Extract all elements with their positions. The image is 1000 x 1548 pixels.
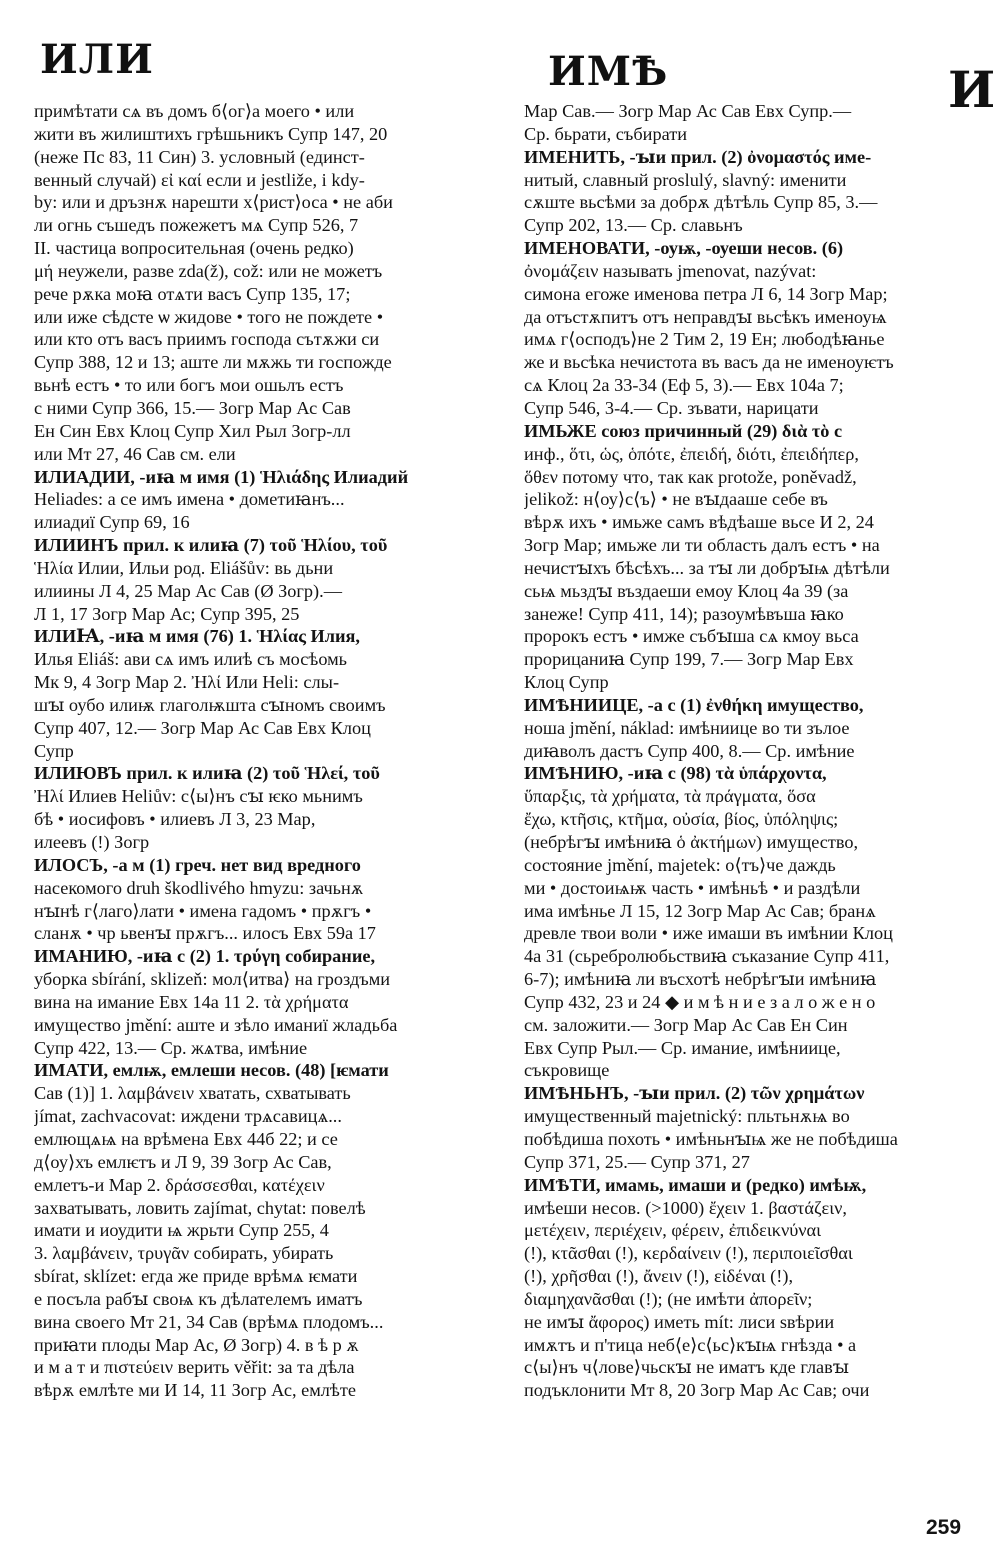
dictionary-line: jímat, zachvacovat: иждени трѧсавицѧ...	[34, 1106, 342, 1127]
dictionary-line: сьѩ мьздꙑ въздаеши емоу Клоц 4а 39 (за	[524, 580, 849, 601]
dictionary-line: имѧ г⟨осподъ⟩не 2 Тим 2, 19 Ен; любодѣꙗнье	[524, 329, 885, 350]
dictionary-line: вина на имание Евх 14а 11 2. τὰ χρήματα	[34, 991, 349, 1012]
dictionary-line: вина своего Мт 21, 34 Сав (врѣмѧ плодомъ...	[34, 1311, 384, 1332]
dictionary-line: sbírat, sklízet: егда же приде врѣмѧ ѥмати	[34, 1266, 358, 1287]
running-head-center: ИМѢ	[548, 48, 669, 95]
dictionary-line: ИМАНИЮ, -иꙗ с (2) 1. τρύγη собирание,	[34, 946, 376, 967]
dictionary-line: или кто отъ васъ приимъ господа сътѫжи си	[34, 329, 380, 350]
dictionary-line: ИМЕНИТЬ, -ꙑи прил. (2) ὀνομαστός име-	[524, 146, 872, 167]
dictionary-line: II. частица вопросительная (очень редко)	[34, 238, 354, 259]
dictionary-line: μετέχειν, περιέχειν, φέρειν, ἐπιδεικνύναι	[524, 1220, 822, 1241]
dictionary-line: с ними Супр 366, 15.— Зогр Мар Ас Сав	[34, 397, 351, 418]
dictionary-line: ὕπαρξις, τὰ χρήματα, τὰ πράγματα, ὅσα	[524, 786, 816, 807]
dictionary-line: жити въ жилиштихъ грѣшьникъ Супр 147, 20	[34, 123, 388, 144]
dictionary-line: илеевъ (!) Зогр	[34, 832, 150, 852]
dictionary-line: д⟨оу⟩хъ емлѥтъ и Л 9, 39 Зогр Ас Сав,	[34, 1151, 332, 1172]
dictionary-line: имущественный majetnický: пльтьнѫѩ во	[524, 1106, 850, 1127]
dictionary-line: илиины Л 4, 25 Мар Ас Сав (Ø Зогр).—	[34, 580, 342, 601]
dictionary-line: μή неужели, разве zda(ž), což: или не можетъ	[34, 260, 383, 281]
dictionary-line: ИЛИАДИИ, -иꙗ м имя (1) Ἡλιάδης Илиадий	[34, 466, 409, 487]
dictionary-line: (!), χρῆσθαι (!), ἄνειν (!), εἰδέναι (!),	[524, 1266, 794, 1287]
dictionary-line: прорицаниꙗ Супр 199, 7.— Зогр Мар Евх	[524, 649, 854, 670]
dictionary-line: Супр 202, 13.— Ср. славьнъ	[524, 215, 743, 236]
dictionary-line: Евх Супр Рыл.— Ср. имание, имѣниице,	[524, 1037, 841, 1058]
dictionary-line: Супр 388, 12 и 13; аште ли мѫжь ти госпожде	[34, 352, 392, 373]
dictionary-line: ИЛИИНЪ прил. к илиꙗ (7) τοῦ Ἡλίου, τοῦ	[34, 535, 388, 556]
dictionary-line: пророкъ естъ • имже събꙑша сѧ кмоу вьса	[524, 626, 859, 647]
dictionary-line: имѫтъ и п'тица неб⟨е⟩с⟨ьс⟩кꙑѩ гнѣзда • а	[524, 1334, 857, 1355]
dictionary-line: (неже Пс 83, 11 Син) 3. условный (единст-	[34, 146, 365, 167]
dictionary-line: ИМАТИ, емлѭ, емлеши несов. (48) [ѥмати	[34, 1060, 389, 1081]
dictionary-line: ὀνομάζειν называть jmenovat, nazývat:	[524, 260, 817, 281]
dictionary-line: сланѫ • чр ьвенꙑ прѫгъ... илосъ Евх 59а 17	[34, 923, 376, 944]
dictionary-line: Супр	[34, 740, 74, 761]
dictionary-line: рече рѫка моꙗ отѧти васъ Супр 135, 17;	[34, 283, 351, 304]
dictionary-line: побѣдиша похоть • имѣньнꙑѩ же не побѣдиша	[524, 1128, 898, 1149]
dictionary-line: ИМѢНЬНЪ, -ꙑи прил. (2) τῶν χρημάτων	[524, 1083, 865, 1104]
dictionary-line: вѣрѫ емлѣте ми И 14, 11 Зогр Ас, емлѣте	[34, 1380, 356, 1401]
dictionary-line: и м а т и πιστεύειν верить věřit: за та дѣла	[34, 1357, 355, 1378]
dictionary-line: нечистꙑхъ бѣсѣхъ... за тꙑ ли добрꙑѩ дѣтѣли	[524, 557, 890, 578]
dictionary-line: симона егоже именова петра Л 6, 14 Зогр Мар;	[524, 283, 888, 304]
dictionary-line: венный случай) εἰ καί если и jestliže, i kdy-	[34, 169, 365, 190]
dictionary-line: ИЛИЮВЪ прил. к илиꙗ (2) τοῦ Ἡλεί, τοῦ	[34, 763, 380, 784]
dictionary-line: сѧ Клоц 2а 33-34 (Еф 5, 3).— Евх 104а 7;	[524, 375, 844, 396]
dictionary-line: Зогр Мар; имьже ли ти область далъ естъ • на	[524, 535, 880, 556]
dictionary-line: диꙗволъ дастъ Супр 400, 8.— Ср. имѣние	[524, 740, 855, 761]
dictionary-line: Мк 9, 4 Зогр Мар 2. Ἠλί Или Heli: слы-	[34, 672, 340, 693]
dictionary-line: ИМѢТИ, имамь, имаши и (редко) имѣѭ,	[524, 1174, 867, 1195]
dictionary-line: 6-7); имѣниꙗ ли въсхотѣ небрѣгꙑи имѣниꙗ	[524, 969, 877, 990]
dictionary-line: ИМѢНИИЦЕ, -а с (1) ἐνθήκη имущество,	[524, 694, 864, 715]
dictionary-line: διαμηχανᾶσθαι (!); (не имѣти ἀπορεῖν;	[524, 1288, 813, 1309]
dictionary-line: вьнѣ естъ • то или богъ мои ошьлъ естъ	[34, 375, 344, 396]
dictionary-line: ИМѢНИЮ, -иꙗ с (98) τὰ ὑπάρχοντα,	[524, 763, 827, 784]
dictionary-line: Ср. бьрати, събирати	[524, 123, 688, 144]
dictionary-line: е посъла рабꙑ своѩ къ дѣлателемъ иматъ	[34, 1288, 363, 1309]
dictionary-line: см. заложити.— Зогр Мар Ас Сав Ен Син	[524, 1014, 848, 1035]
dictionary-line: уборка sbírání, sklizeň: мол⟨итва⟩ на гроздъми	[34, 969, 391, 990]
dictionary-line: древле твои воли • иже имаши въ имѣнии Клоц	[524, 923, 893, 944]
dictionary-line: 3. λαμβάνειν, τρυγᾶν собирать, убирать	[34, 1243, 334, 1264]
dictionary-line: имущество jmění: аште и зѣло иманиї жладьба	[34, 1014, 398, 1035]
dictionary-line: насекомого druh škodlivého hmyzu: зачьнѫ	[34, 877, 364, 898]
dictionary-line: ИМЬЖЕ союз причинный (29) διὰ τὸ с	[524, 420, 843, 441]
dictionary-line: Мар Сав.— Зогр Мар Ас Сав Евх Супр.—	[524, 101, 852, 121]
dictionary-line: 4а 31 (сьребролюбьствиꙗ съказание Супр 411,	[524, 946, 890, 967]
dictionary-line: Ἡλία Илии, Ильи род. Eliášův: вь дьни	[34, 557, 334, 578]
dictionary-line: имати и иоудити ѩ жрьти Супр 255, 4	[34, 1220, 329, 1241]
dictionary-line: емлетъ-и Мар 2. δράσσεσθαι, κατέχειν	[34, 1174, 325, 1195]
dictionary-line: сѫште вьсѣми за добрѫ дѣтѣль Супр 85, 3.—	[524, 192, 878, 213]
dictionary-line: ли огнь съшедъ пожежетъ мѧ Супр 526, 7	[34, 215, 359, 236]
dictionary-line: Супр 546, 3-4.— Ср. зъвати, нарицати	[524, 397, 819, 418]
dictionary-line: состояние jmění, majetek: о⟨тъ⟩че даждь	[524, 854, 836, 875]
dictionary-line: ИМЕНОВАТИ, -оуѭ, -оуеши несов. (6)	[524, 238, 844, 259]
section-letter: И	[948, 60, 997, 119]
dictionary-line: Клоц Супр	[524, 672, 609, 693]
dictionary-line: Супр 407, 12.— Зогр Мар Ас Сав Евх Клоц	[34, 717, 371, 738]
dictionary-line: ми • достоиѩѭ часть • имѣньѣ • и раздѣли	[524, 877, 861, 898]
dictionary-line: ИЛИꙖ, -иꙗ м имя (76) 1. Ἡλίας Илия,	[34, 626, 360, 647]
dictionary-line: емлющѧѩ на врѣмена Евх 44б 22; и се	[34, 1128, 338, 1149]
dictionary-line: (!), κτᾶσθαι (!), κερδαίνειν (!), περιποιεῖσθαι	[524, 1243, 853, 1264]
dictionary-line: ноша jmění, náklad: имѣниице во ти зълое	[524, 717, 850, 738]
dictionary-line: вѣрѫ ихъ • имьже самъ вѣдѣаше вьсе И 2, 24	[524, 512, 874, 533]
right-column	[524, 100, 974, 1402]
dictionary-line: или Мт 27, 46 Сав см. ели	[34, 443, 236, 464]
dictionary-line: имѣеши несов. (>1000) ἔχειν 1. βαστάζειν,	[524, 1197, 847, 1218]
dictionary-line: с⟨ы⟩нъ ч⟨лове⟩чьскꙑ не иматъ кде главꙑ	[524, 1357, 850, 1378]
dictionary-line: подъклонити Мт 8, 20 Зогр Мар Ас Сав; очи	[524, 1380, 870, 1401]
dictionary-line: инф., ὅτι, ὡς, ὁπότε, ἐπειδή, διότι, ἐπειδήπερ,	[524, 443, 859, 464]
dictionary-line: Супр 422, 13.— Ср. жѧтва, имѣние	[34, 1037, 308, 1058]
dictionary-line: (небрѣгꙑ имѣниꙗ ὁ ἀκτήμων) имущество,	[524, 832, 859, 852]
dictionary-line: илиадиї Супр 69, 16	[34, 512, 190, 533]
dictionary-line: нꙑнѣ г⟨лаго⟩лати • имена гадомъ • прѫгъ •	[34, 900, 372, 921]
dictionary-line: Супр 432, 23 и 24 ◆ и м ѣ н и е з а л о ж е н о	[524, 991, 876, 1012]
dictionary-line: Илья Eliáš: ави сѧ имъ илиѣ съ мосѣомь	[34, 649, 348, 670]
dictionary-line: ὅθεν потому что, так как protože, poněvadž,	[524, 466, 857, 487]
dictionary-line: Ἠλί Илиев Heliův: с⟨ы⟩нъ сꙑ ѥко мьнимъ	[34, 786, 363, 807]
dictionary-line: захватывать, ловить zajímat, chytat: повелѣ	[34, 1197, 366, 1218]
dictionary-line: by: или и дръзнѫ нарешти х⟨рист⟩оса • не аби	[34, 192, 393, 213]
dictionary-line: има имѣнье Л 15, 12 Зогр Мар Ас Сав; бранѧ	[524, 900, 876, 921]
dictionary-line: не имꙑ ἄφορος) иметь mít: лиси ѕвѣрии	[524, 1311, 835, 1332]
left-column	[34, 100, 482, 1402]
dictionary-line: jelikož: н⟨оу⟩с⟨ъ⟩ • не вꙑдааше себе въ	[524, 489, 828, 510]
dictionary-line: Heliades: а се имъ имена • дометиꙗнъ...	[34, 489, 345, 510]
dictionary-line: примѣтати сѧ въ домъ б⟨ог⟩а моего • или	[34, 101, 355, 121]
page-number: 259	[926, 1516, 962, 1539]
dictionary-line: приꙗти плоды Мар Ас, Ø Зогр) 4. в ѣ р ѫ	[34, 1334, 359, 1355]
dictionary-line: или иже сѣдсте ѡ жидове • того не пождете •	[34, 306, 384, 327]
dictionary-line: нитый, славный proslulý, slavný: именити	[524, 169, 847, 190]
dictionary-line: Супр 371, 25.— Супр 371, 27	[524, 1151, 750, 1172]
dictionary-line: занеже! Супр 411, 14); разоумѣвъша ꙗко	[524, 603, 844, 624]
running-head-left: ИЛИ	[40, 36, 154, 83]
dictionary-line: съкровище	[524, 1060, 610, 1081]
dictionary-line: ἔχω, κτῆσις, κτῆμα, οὐσία, βίος, ὑπόληψις;	[524, 809, 839, 830]
dictionary-line: ИЛОСЪ, -а м (1) греч. нет вид вредного	[34, 854, 361, 875]
dictionary-line: Л 1, 17 Зогр Мар Ас; Супр 395, 25	[34, 603, 300, 624]
dictionary-line: бѣ • иосифовъ • илиевъ Л 3, 23 Мар,	[34, 809, 316, 830]
dictionary-line: да отъстѫпитъ отъ неправдꙑ вьсѣкъ именоуѩ	[524, 306, 887, 327]
dictionary-line: же и вьсѣка нечистота въ васъ да не именоуѥтъ	[524, 352, 894, 373]
dictionary-line: Сав (1)] 1. λαμβάνειν хватать, схватывать	[34, 1083, 351, 1104]
dictionary-line: шꙑ оубо илиѭ глаголѭшта сꙑномъ своимъ	[34, 694, 386, 715]
dictionary-line: Ен Син Евх Клоц Супр Хил Рыл Зогр-лл	[34, 420, 351, 441]
